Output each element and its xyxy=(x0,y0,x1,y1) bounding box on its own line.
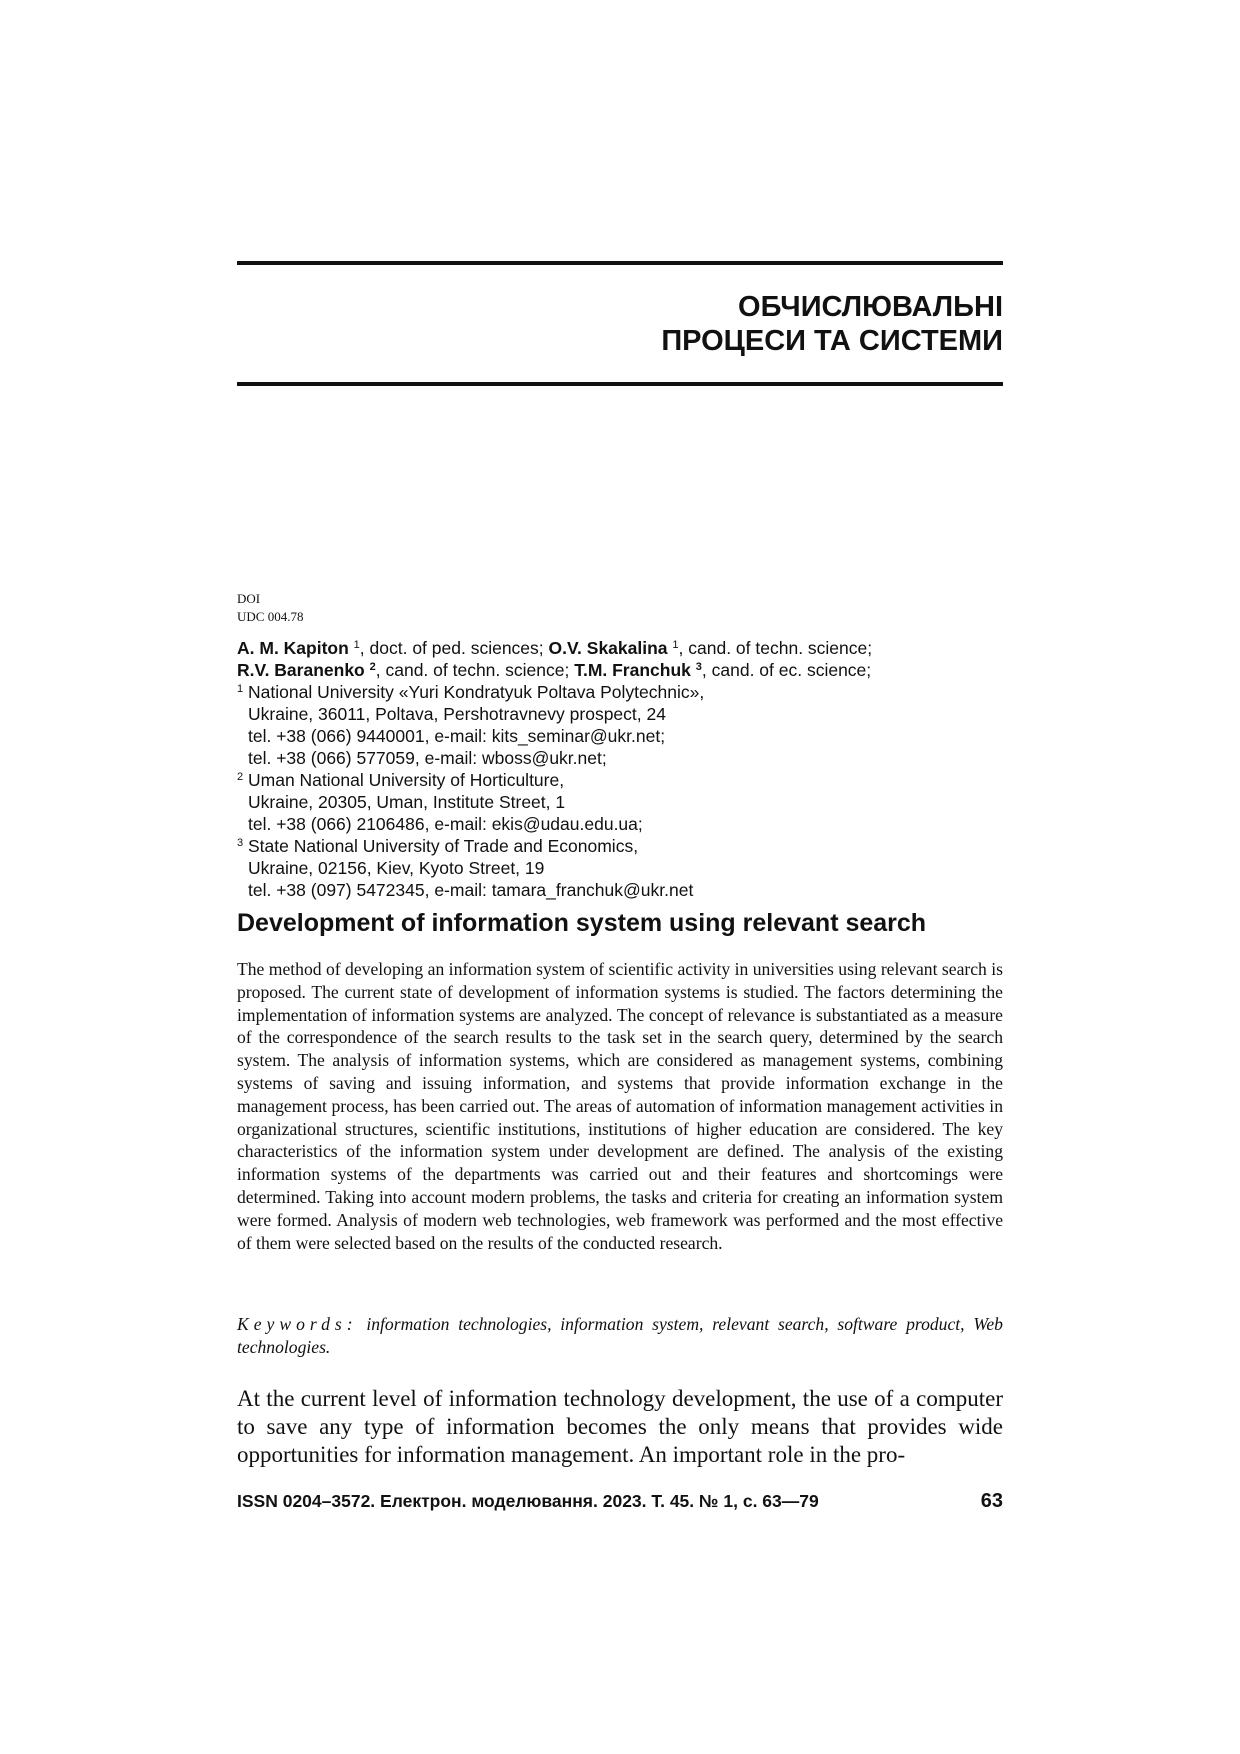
author-degree: , doct. of ped. sciences; xyxy=(359,638,549,658)
affiliation-3-line: Ukraine, 02156, Kiev, Kyoto Street, 19 xyxy=(248,858,545,878)
author-affiliation-ref: 3 xyxy=(695,661,702,673)
affiliation-1-line: Ukraine, 36011, Poltava, Pershotravnevy prospect, 24 xyxy=(248,704,666,724)
author-degree: , cand. of techn. science; xyxy=(678,638,873,658)
keywords-label: Keywords: xyxy=(237,1314,358,1334)
affiliation-text: State National University of Trade and Economics, xyxy=(248,836,639,856)
affiliation-2-line: Ukraine, 20305, Uman, Institute Street, 1 xyxy=(248,792,566,812)
journal-citation: ISSN 0204–3572. Електрон. моделювання. 2023. Т. 45. № 1, с. 63—79 xyxy=(237,1491,819,1511)
page-number: 63 xyxy=(980,1490,1003,1512)
authors-line-2 xyxy=(237,659,1007,681)
affiliation-1-line: 1 National University «Yuri Kondratyuk Poltava Polytechnic», xyxy=(237,682,705,702)
author-degree: , cand. of ec. science; xyxy=(701,660,872,680)
authors-block xyxy=(237,637,1007,901)
abstract-text: The method of developing an information system of scientific activity in universities using relevant search is proposed. The current state of development of information systems is studied. The factors determining the implementation of information systems are analyzed. The concept of relevance is substantiated as a measure of the correspondence of the search results to the task set in the search query, determined by the search system. The analysis of information systems, which are considered as management systems, combining systems of saving and issuing information, and systems that provide information exchange in the management process, has been carried out. The areas of automation of information management activities in organizational structures, scientific institutions, institutions of higher education are considered. The key characteristics of the information system under development are defined. The analysis of the existing information systems of the departments was carried out and their features and shortcomings were determined. Taking into account modern problems, the tasks and criteria for creating an information system were formed. Analysis of modern web technologies, web framework was performed and the most effective of them were selected based on the results of the conducted research. xyxy=(237,959,1003,1253)
section-title-line-1: ОБЧИСЛЮВАЛЬНІ xyxy=(738,291,1003,323)
affiliation-2-line: 2 Uman National University of Horticulture, xyxy=(237,770,565,790)
affiliation-3-line: tel. +38 (097) 5472345, e-mail: tamara_franchuk@ukr.net xyxy=(248,880,694,900)
affiliation-3-line: 3 State National University of Trade and Economics, xyxy=(237,836,639,856)
author-affiliation-ref: 1 xyxy=(672,639,679,651)
affiliation-text: Uman National University of Horticulture, xyxy=(248,770,565,790)
affiliation-1-line: tel. +38 (066) 9440001, e-mail: kits_seminar@ukr.net; xyxy=(248,726,666,746)
authors-line-1 xyxy=(237,637,1007,659)
udc-code: UDC 004.78 xyxy=(237,609,304,624)
author-name: O.V. Skakalina xyxy=(548,638,668,658)
author-name: A. M. Kapiton xyxy=(237,638,349,658)
author-name: R.V. Baranenko xyxy=(237,660,365,680)
affiliation-1-line: tel. +38 (066) 577059, e-mail: wboss@ukr.net; xyxy=(248,748,607,768)
section-title-line-2: ПРОЦЕСИ ТА СИСТЕМИ xyxy=(661,325,1003,357)
page-footer xyxy=(237,1488,1003,1514)
article-title: Development of information system using relevant search xyxy=(237,909,927,937)
doi-label: DOI xyxy=(237,591,261,606)
author-affiliation-ref: 1 xyxy=(353,639,360,651)
author-name: T.M. Franchuk xyxy=(574,660,691,680)
affiliation-text: National University «Yuri Kondratyuk Poltava Polytechnic», xyxy=(248,682,705,702)
author-affiliation-ref: 2 xyxy=(369,661,376,673)
header-bottom-rule xyxy=(237,382,1003,386)
keywords-list: information technologies, information system, relevant search, software product, Web technologies. xyxy=(237,1314,1003,1357)
article-meta xyxy=(237,590,303,626)
header-top-rule xyxy=(237,261,1003,265)
affiliation-2-line: tel. +38 (066) 2106486, e-mail: ekis@udau.edu.ua; xyxy=(248,814,643,834)
intro-paragraph: At the current level of information technology development, the use of a computer to save any type of information becomes the only means that provides wide opportunities for information management. An important role in the pro- xyxy=(237,1386,1003,1467)
author-degree: , cand. of techn. science; xyxy=(375,660,575,680)
keywords xyxy=(237,1313,1003,1359)
section-title xyxy=(661,290,1003,358)
